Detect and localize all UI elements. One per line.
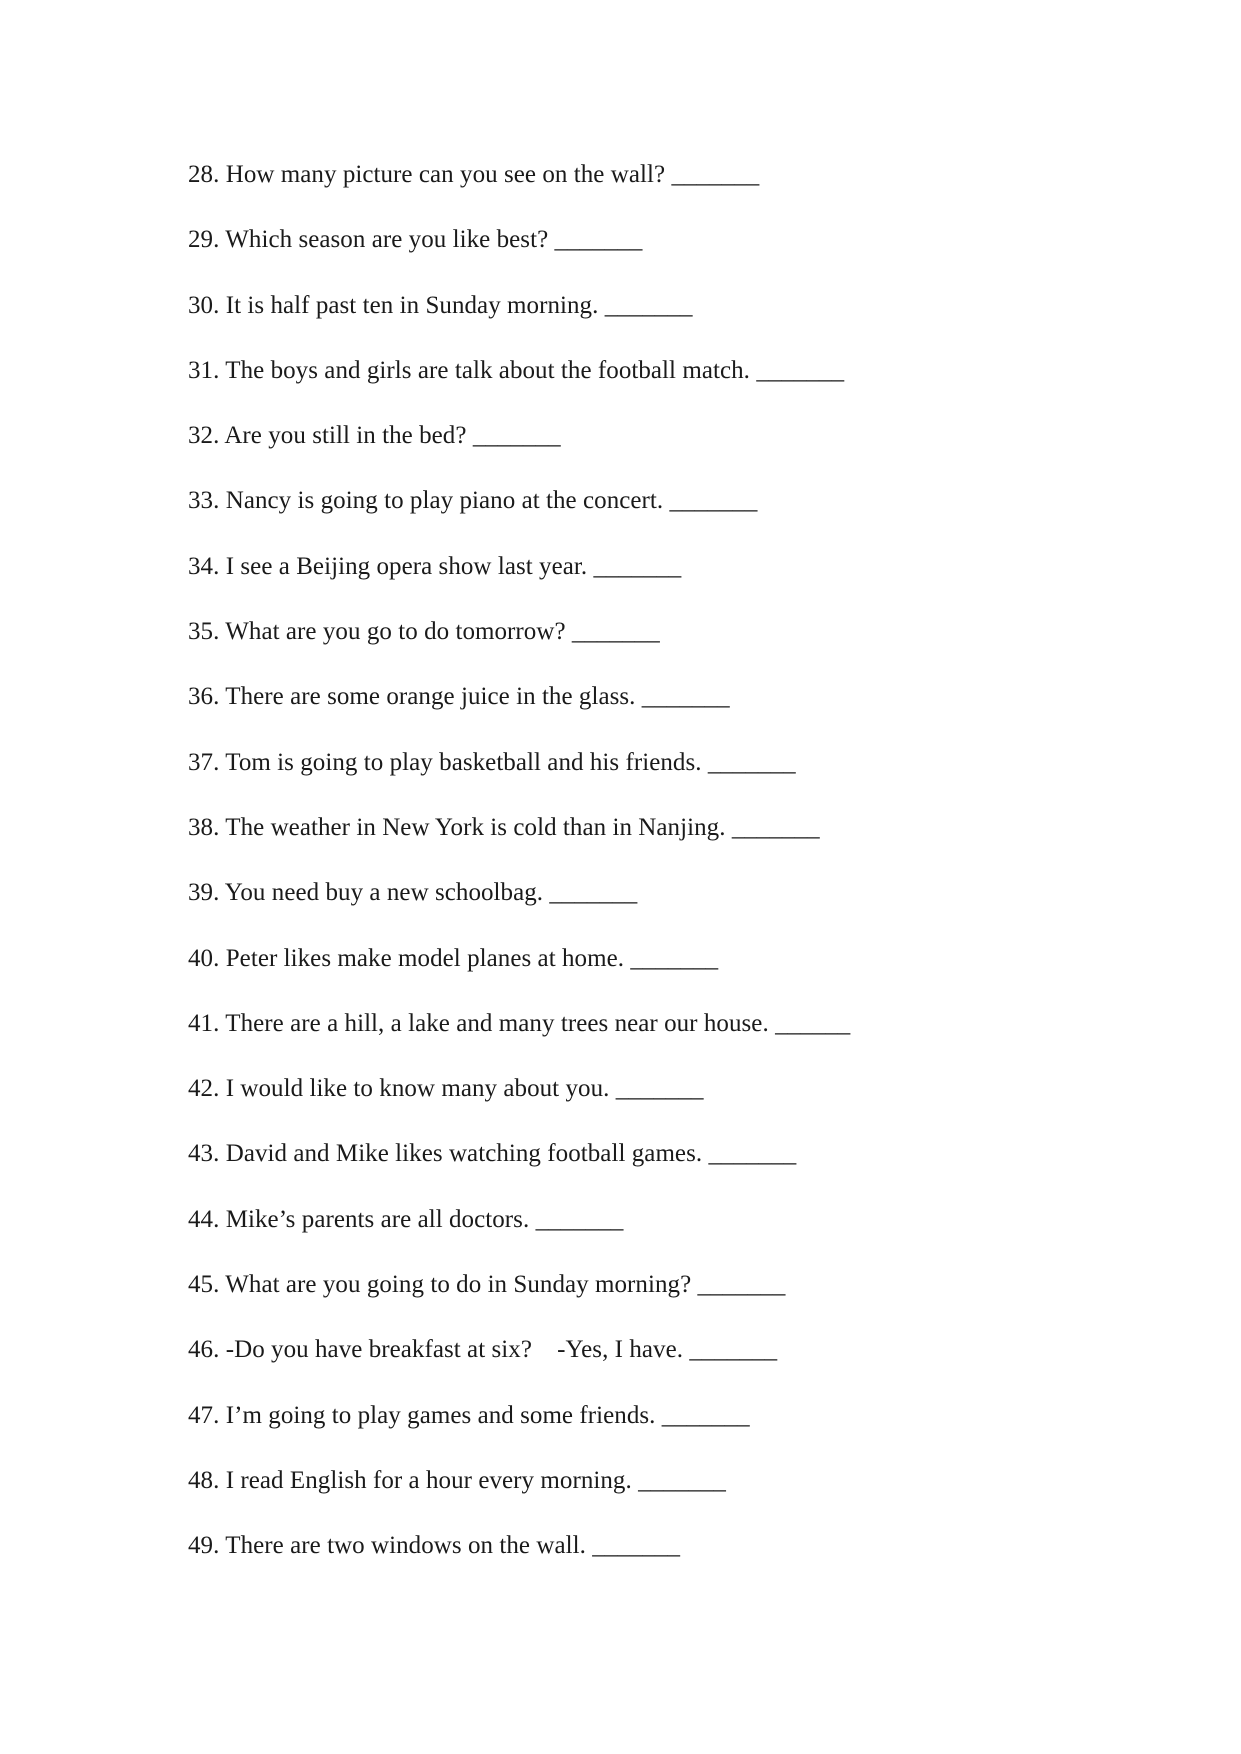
question-text: Are you still in the bed?: [224, 422, 467, 450]
answer-blank: _______: [535, 1205, 624, 1233]
question-text: I read English for a hour every morning.: [225, 1466, 632, 1494]
question-item: [188, 356, 850, 386]
question-item: [188, 486, 850, 516]
question-number: 32.: [188, 422, 220, 450]
question-number: 40.: [188, 944, 220, 972]
answer-blank: _______: [554, 226, 643, 254]
question-item: [188, 552, 850, 582]
question-text: David and Mike likes watching football games.: [225, 1140, 703, 1168]
answer-blank: _______: [593, 552, 682, 580]
question-number: 41.: [188, 1009, 220, 1037]
question-item: [188, 225, 850, 255]
question-item: [188, 1009, 850, 1039]
answer-blank: _______: [756, 356, 845, 384]
question-number: 49.: [188, 1532, 220, 1560]
question-text: What are you go to do tomorrow?: [225, 618, 566, 646]
question-item: [188, 944, 850, 974]
answer-blank: _______: [661, 1401, 750, 1429]
question-number: 43.: [188, 1140, 220, 1168]
answer-blank: _______: [671, 161, 760, 188]
question-text: It is half past ten in Sunday morning.: [225, 291, 599, 319]
answer-blank: _______: [472, 422, 561, 450]
question-item: [188, 291, 850, 321]
question-number: 34.: [188, 552, 220, 580]
answer-blank: _______: [571, 618, 660, 646]
question-number: 28.: [188, 161, 220, 188]
answer-blank: _______: [615, 1075, 704, 1103]
answer-blank: _______: [697, 1271, 786, 1299]
question-text: There are a hill, a lake and many trees near our house.: [225, 1009, 769, 1037]
question-item: [188, 682, 850, 712]
question-item: [188, 748, 850, 778]
question-number: 36.: [188, 683, 220, 711]
question-text: There are some orange juice in the glass.: [225, 683, 636, 711]
question-text: There are two windows on the wall.: [225, 1532, 586, 1560]
question-item: [188, 878, 850, 908]
question-number: 35.: [188, 618, 220, 646]
answer-blank: _______: [669, 487, 758, 515]
answer-blank: _______: [708, 1140, 797, 1168]
question-item: [188, 1270, 850, 1300]
question-number: 44.: [188, 1205, 220, 1233]
question-text: I would like to know many about you.: [225, 1075, 610, 1103]
question-item: [188, 1139, 850, 1169]
question-number: 30.: [188, 291, 220, 319]
answer-blank: _______: [638, 1466, 726, 1494]
question-item: [188, 1335, 850, 1365]
question-number: 33.: [188, 487, 220, 515]
answer-blank: _______: [549, 879, 638, 907]
question-number: 31.: [188, 356, 220, 384]
question-text: I see a Beijing opera show last year.: [225, 552, 588, 580]
answer-blank: _______: [707, 748, 796, 776]
question-number: 37.: [188, 748, 220, 776]
answer-blank: _______: [731, 813, 820, 841]
answer-blank: _______: [592, 1532, 681, 1560]
question-text: How many picture can you see on the wall?: [225, 161, 666, 188]
question-item: [188, 160, 850, 190]
question-list: [188, 160, 850, 1597]
question-number: 29.: [188, 226, 220, 254]
question-text: -Do you have breakfast at six? -Yes, I have.: [225, 1336, 684, 1364]
question-text: Mike’s parents are all doctors.: [225, 1205, 530, 1233]
question-item: [188, 1401, 850, 1431]
answer-blank: _______: [689, 1336, 778, 1364]
question-number: 48.: [188, 1466, 220, 1494]
question-text: The weather in New York is cold than in Nanjing.: [225, 813, 726, 841]
question-text: What are you going to do in Sunday morning?: [225, 1271, 692, 1299]
question-text: The boys and girls are talk about the football match.: [225, 356, 750, 384]
question-item: [188, 1531, 850, 1561]
question-text: Nancy is going to play piano at the concert.: [225, 487, 664, 515]
answer-blank: _______: [641, 683, 730, 711]
question-text: Which season are you like best?: [225, 226, 549, 254]
question-number: 45.: [188, 1271, 220, 1299]
question-item: [188, 1074, 850, 1104]
question-number: 39.: [188, 879, 220, 907]
answer-blank: ______: [775, 1009, 851, 1037]
question-text: I’m going to play games and some friends.: [225, 1401, 656, 1429]
question-text: Peter likes make model planes at home.: [225, 944, 625, 972]
question-item: [188, 1205, 850, 1235]
question-text: You need buy a new schoolbag.: [224, 879, 544, 907]
question-item: [188, 617, 850, 647]
question-number: 46.: [188, 1336, 220, 1364]
question-text: Tom is going to play basketball and his friends.: [225, 748, 702, 776]
question-item: [188, 813, 850, 843]
question-item: [188, 421, 850, 451]
question-number: 42.: [188, 1075, 220, 1103]
answer-blank: _______: [604, 291, 693, 319]
answer-blank: _______: [630, 944, 719, 972]
question-number: 47.: [188, 1401, 220, 1429]
question-item: [188, 1466, 850, 1496]
question-number: 38.: [188, 813, 220, 841]
